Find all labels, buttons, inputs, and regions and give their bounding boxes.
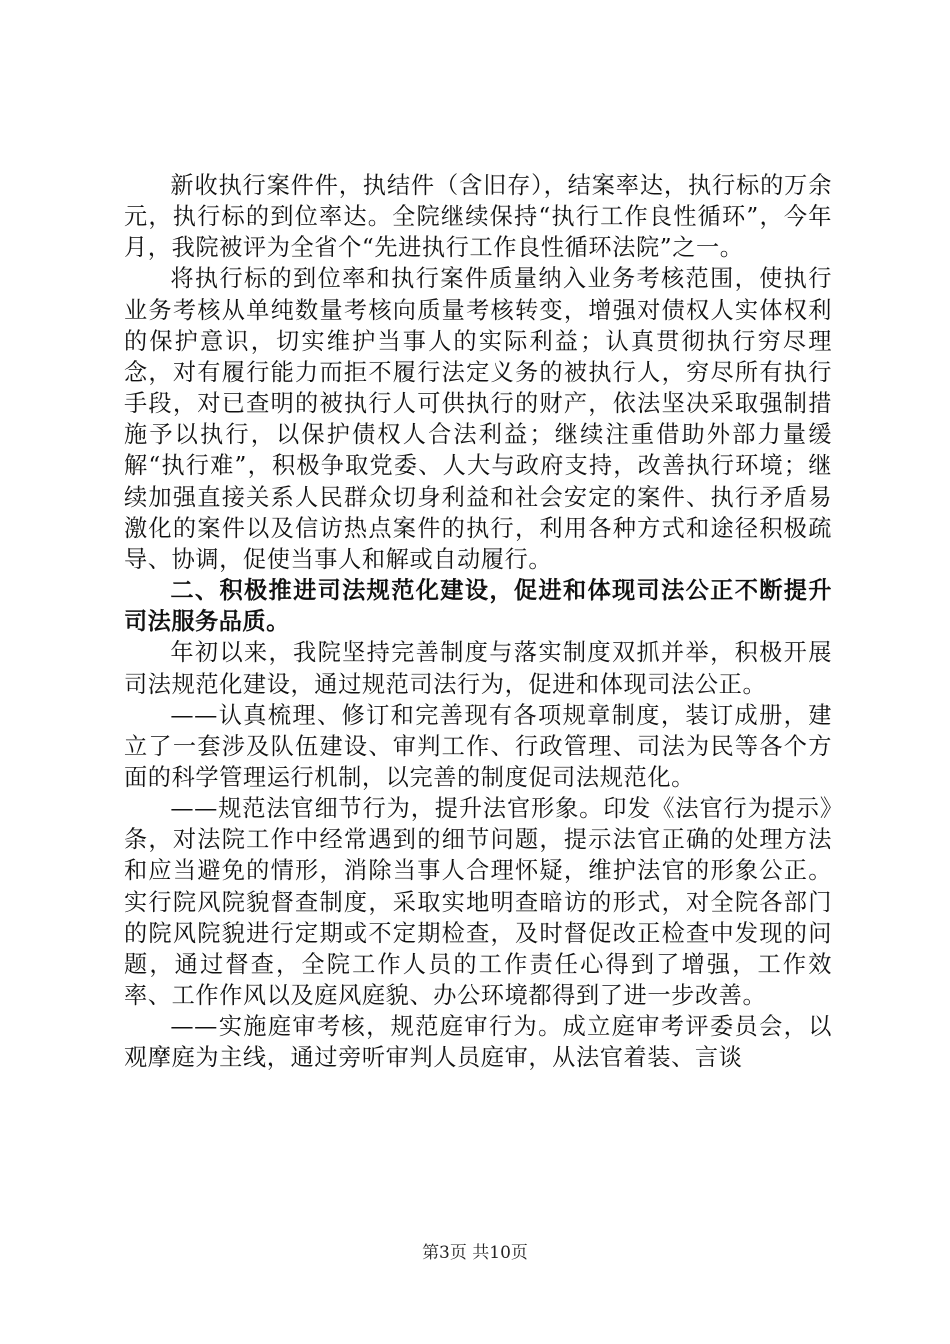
- paragraph-standardization-intro: 年初以来，我院坚持完善制度与落实制度双抓并举，积极开展司法规范化建设，通过规范司法行为，促进和体现司法公正。: [124, 639, 832, 698]
- page-footer: [0, 1243, 950, 1263]
- section-heading-two: 二、积极推进司法规范化建设，促进和体现司法公正不断提升司法服务品质。: [124, 577, 832, 636]
- paragraph-judge-conduct: ——规范法官细节行为，提升法官形象。印发《法官行为提示》条，对法院工作中经常遇到的细节问题，提示法官正确的处理方法和应当避免的情形，消除当事人合理怀疑，维护法官的形象公正。实行院风院貌督查制度，采取实地明查暗访的形式，对全院各部门的院风院貌进行定期或不定期检查，及时督促改正检查中发现的问题，通过督查，全院工作人员的工作责任心得到了增强，工作效率、工作作风以及庭风庭貌、办公环境都得到了进一步改善。: [124, 795, 832, 1010]
- paragraph-rules-compilation: ——认真梳理、修订和完善现有各项规章制度，装订成册，建立了一套涉及队伍建设、审判工作、行政管理、司法为民等各个方面的科学管理运行机制，以完善的制度促司法规范化。: [124, 701, 832, 791]
- paragraph-execution-stats: 新收执行案件件，执结件（含旧存），结案率达，执行标的万余元，执行标的到位率达。全院继续保持“执行工作良性循环”，今年月，我院被评为全省个“先进执行工作良性循环法院”之一。: [124, 172, 832, 262]
- paragraph-trial-assessment: ——实施庭审考核，规范庭审行为。成立庭审考评委员会，以观摩庭为主线，通过旁听审判人员庭审，从法官着装、言谈: [124, 1013, 832, 1072]
- paragraph-execution-measures: 将执行标的到位率和执行案件质量纳入业务考核范围，使执行业务考核从单纯数量考核向质量考核转变，增强对债权人实体权利的保护意识，切实维护当事人的实际利益；认真贯彻执行穷尽理念，对有履行能力而拒不履行法定义务的被执行人，穷尽所有执行手段，对已查明的被执行人可供执行的财产，依法坚决采取强制措施予以执行，以保护债权人合法利益；继续注重借助外部力量缓解“执行难”，积极争取党委、人大与政府支持，改善执行环境；继续加强直接关系人民群众切身利益和社会安定的案件、执行矛盾易激化的案件以及信访热点案件的执行，利用各种方式和途径积极疏导、协调，促使当事人和解或自动履行。: [124, 265, 832, 573]
- document-body: [124, 170, 832, 1074]
- page-number-label: 第3页 共10页: [422, 1243, 528, 1263]
